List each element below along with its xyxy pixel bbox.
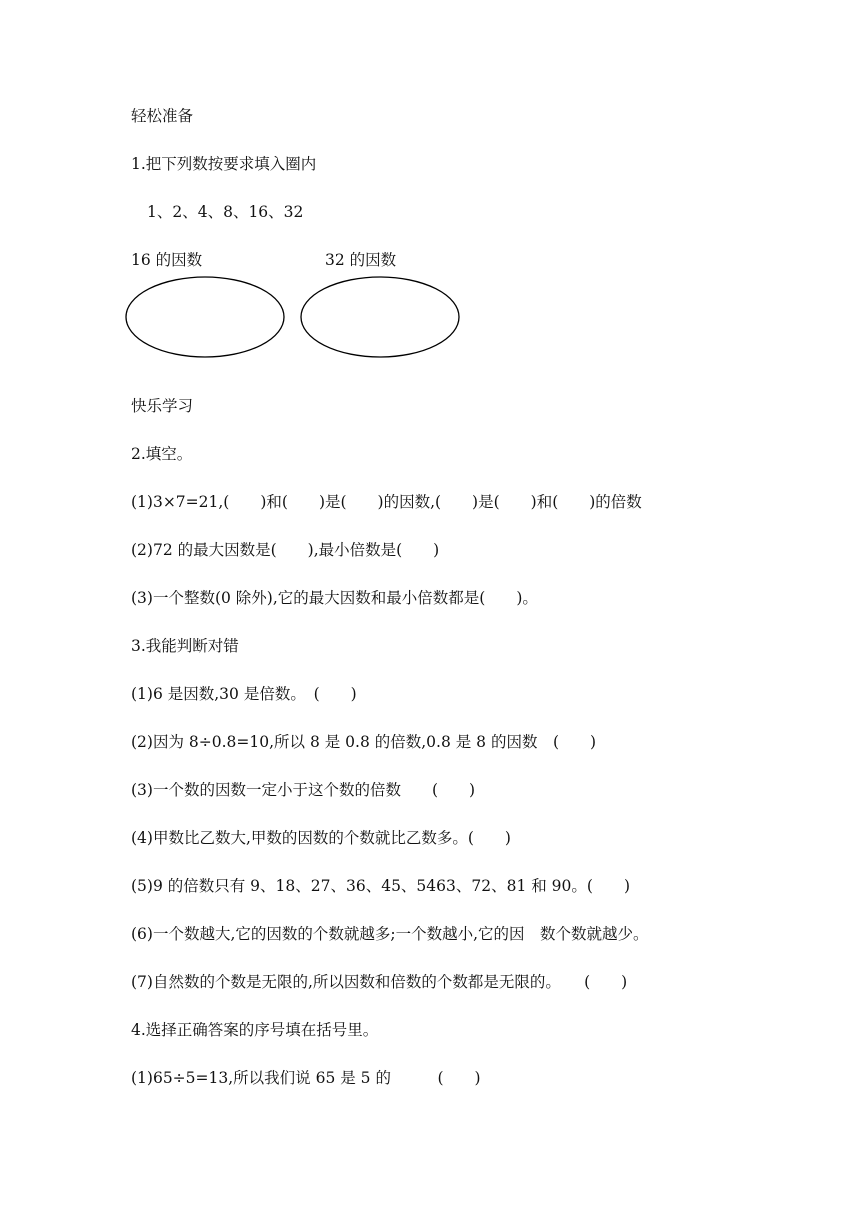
question-4-item-1: (1)65÷5=13,所以我们说 65 是 5 的 ( )	[131, 1069, 481, 1087]
question-3-item-7: (7)自然数的个数是无限的,所以因数和倍数的个数都是无限的。 ( )	[131, 973, 628, 991]
label-factors-16: 16 的因数	[131, 251, 203, 269]
question-3-item-1: (1)6 是因数,30 是倍数。 ( )	[131, 685, 357, 703]
question-3-item-5: (5)9 的倍数只有 9、18、27、36、45、5463、72、81 和 90。( )	[131, 877, 630, 895]
question-4-title: 4.选择正确答案的序号填在括号里。	[131, 1021, 379, 1039]
question-1-title: 1.把下列数按要求填入圈内	[131, 155, 317, 173]
question-3-item-6: (6)一个数越大,它的因数的个数就越多;一个数越小,它的因 数个数就越少。	[131, 925, 649, 943]
section-title-learning: 快乐学习	[131, 397, 194, 415]
question-2-item-2: (2)72 的最大因数是( ),最小倍数是( )	[131, 541, 440, 559]
question-3-title: 3.我能判断对错	[131, 637, 239, 655]
circle-factors-32[interactable]	[301, 277, 459, 357]
question-2-title: 2.填空。	[131, 445, 193, 463]
section-title-prep: 轻松准备	[131, 107, 194, 125]
circle-factors-16[interactable]	[126, 277, 284, 357]
number-list: 1、2、4、8、16、32	[147, 203, 304, 221]
question-3-item-2: (2)因为 8÷0.8=10,所以 8 是 0.8 的倍数,0.8 是 8 的因数 ( )	[131, 733, 597, 751]
label-factors-32: 32 的因数	[325, 251, 397, 269]
question-2-item-3: (3)一个整数(0 除外),它的最大因数和最小倍数都是( )。	[131, 589, 538, 607]
question-3-item-4: (4)甲数比乙数大,甲数的因数的个数就比乙数多。( )	[131, 829, 511, 847]
question-3-item-3: (3)一个数的因数一定小于这个数的倍数 ( )	[131, 781, 476, 799]
question-2-item-1: (1)3×7=21,( )和( )是( )的因数,( )是( )和( )的倍数	[131, 493, 642, 511]
answer-circles	[122, 273, 472, 363]
